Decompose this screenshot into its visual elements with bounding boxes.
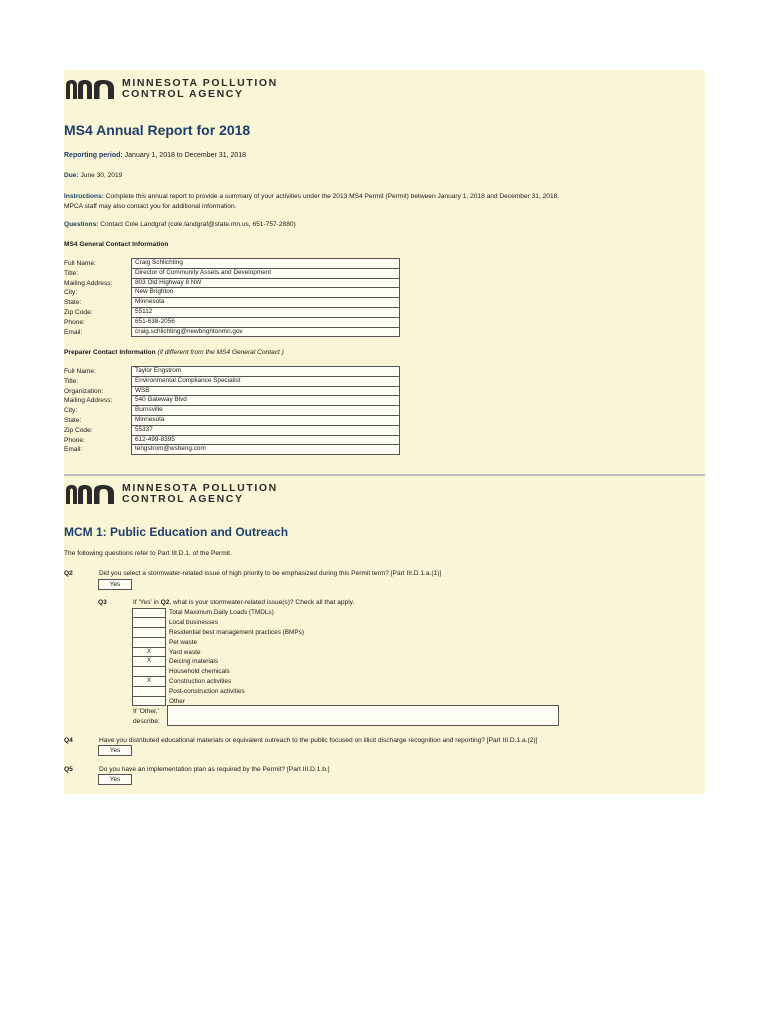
q3-text-pre: If 'Yes' in	[133, 599, 161, 606]
q4-text: Have you distributed educational materials or equivalent outreach to the public focused on illicit discharge recognition and reporting? [Part III.D.1.a.(2)]	[99, 737, 538, 744]
q3-text-post: , what is your stormwater-related issue(s)? Check all that apply.	[169, 599, 355, 606]
due-label: Due:	[64, 172, 79, 179]
city-field[interactable]: New Brighton	[132, 288, 400, 298]
agency-logo-2	[64, 483, 278, 505]
report-page	[64, 70, 705, 794]
due-date	[64, 172, 122, 180]
preparer-title-field[interactable]: Environmental Compliance Specialist	[132, 376, 400, 386]
q3-option-label: Total Maximum Daily Loads (TMDLs)	[169, 609, 274, 617]
q3-checkbox-list	[132, 608, 304, 706]
field-label: Zip Code:	[64, 426, 93, 434]
q5-text: Do you have an implementation plan as required by the Permit? [Part III.D.1.b.]	[99, 766, 330, 773]
q3-checkbox[interactable]	[132, 696, 166, 707]
q2-text: Did you select a stormwater-related issue of high priority to be emphasized during this Permit term? [Part III.D.1.a.(1)]	[99, 570, 442, 577]
field-label: Mailing Address:	[64, 397, 113, 405]
due-value: June 30, 2019	[78, 172, 123, 179]
preparer-state-field[interactable]: Minnesota	[132, 415, 400, 425]
q3-other-label-line2: describe:	[133, 717, 160, 725]
field-label: Mailing Address:	[64, 279, 113, 287]
field-label: City:	[64, 407, 78, 415]
general-contact-table	[131, 258, 400, 337]
q5-answer-field[interactable]: Yes	[98, 774, 132, 785]
agency-name-line2: CONTROL AGENCY	[122, 88, 244, 100]
zip-code-field[interactable]: 55112	[132, 307, 400, 317]
field-label: City:	[64, 289, 78, 297]
section-divider	[64, 474, 705, 476]
field-label: Organization:	[64, 387, 104, 395]
state-field[interactable]: Minnesota	[132, 298, 400, 308]
preparer-email-field[interactable]: tengstrom@wsbeng.com	[132, 445, 400, 455]
q3-option-label: Household chemicals	[169, 668, 230, 676]
mpca-logo-icon	[64, 78, 116, 100]
full-name-field[interactable]: Craig Schlichting	[132, 259, 400, 269]
q3-checkbox[interactable]: X	[132, 676, 166, 687]
q3-option-label: Residential best management practices (BMPs)	[169, 628, 304, 636]
field-label: Phone:	[64, 436, 85, 444]
preparer-full-name-field[interactable]: Taylor Engstrom	[132, 367, 400, 377]
field-label: Title:	[64, 377, 79, 385]
q3-option-label: Deicing materials	[169, 658, 219, 666]
preparer-organization-field[interactable]: WSB	[132, 386, 400, 396]
preparer-city-field[interactable]: Burnsville	[132, 406, 400, 416]
agency-name-line2: CONTROL AGENCY	[122, 493, 244, 505]
field-label: Title:	[64, 269, 79, 277]
instructions-line1: Complete this annual report to provide a summary of your activities under the 2013 MS4 Permit (Permit) between January 1, 2018 and December 31, 2018.	[103, 193, 560, 200]
preparer-contact-labels	[64, 367, 130, 455]
q2-answer-field[interactable]: Yes	[98, 579, 132, 590]
field-label: Zip Code:	[64, 308, 93, 316]
q3-other-describe-field[interactable]	[167, 705, 559, 726]
preparer-contact-table	[131, 366, 400, 455]
field-label: State:	[64, 416, 82, 424]
q3-checkbox[interactable]: X	[132, 656, 166, 667]
instructions	[64, 193, 559, 211]
q3-number: Q3	[98, 599, 107, 606]
agency-name-line1: MINNESOTA POLLUTION	[122, 77, 278, 89]
questions-label: Questions:	[64, 221, 99, 228]
q3-text	[133, 599, 354, 607]
reporting-period-value: January 1, 2018 to December 31, 2018	[122, 152, 247, 159]
preparer-phone-field[interactable]: 612-499-8395	[132, 435, 400, 445]
field-label: Email:	[64, 446, 83, 454]
q3-option-label: Construction activities	[169, 677, 232, 685]
q3-other-label	[133, 707, 160, 726]
preparer-heading-note: (if different from the MS4 General Contact )	[155, 349, 284, 356]
reporting-period-label: Reporting period:	[64, 152, 123, 159]
q3-option-label: Yard waste	[169, 648, 201, 656]
agency-name	[122, 78, 278, 100]
q3-checkbox[interactable]: X	[132, 647, 166, 658]
q3-other-label-line1: If 'Other,'	[133, 708, 159, 715]
q4-number: Q4	[64, 737, 73, 744]
field-label: Phone:	[64, 318, 85, 326]
agency-logo	[64, 78, 278, 100]
instructions-line2: MPCA staff may also contact you for additional information.	[64, 203, 237, 210]
instructions-label: Instructions:	[64, 193, 104, 200]
preparer-contact-heading	[64, 349, 284, 357]
q5-number: Q5	[64, 766, 73, 773]
questions-value: Contact Cole Landgraf (cole.landgraf@state.mn.us, 651-757-2880)	[98, 221, 296, 228]
preparer-heading-text: Preparer Contact Information	[64, 349, 156, 356]
email-field[interactable]: craig.schlichting@newbrightonmn.gov	[132, 327, 400, 337]
questions-contact	[64, 221, 296, 229]
q3-option-label: Post-construction activities	[169, 687, 245, 695]
q3-text-ref: Q2	[160, 599, 170, 606]
phone-field[interactable]: 651-638-2056	[132, 317, 400, 327]
field-label: Email:	[64, 328, 83, 336]
q2-number: Q2	[64, 570, 73, 577]
page-title: MS4 Annual Report for 2018	[64, 122, 251, 138]
mcm1-intro: The following questions refer to Part III.D.1. of the Permit.	[64, 550, 232, 557]
agency-name-line1: MINNESOTA POLLUTION	[122, 482, 278, 494]
mpca-logo-icon	[64, 483, 116, 505]
field-label: Full Name:	[64, 260, 96, 267]
title-field[interactable]: Director of Community Assets and Development	[132, 268, 400, 278]
preparer-zip-code-field[interactable]: 55337	[132, 425, 400, 435]
reporting-period	[64, 152, 246, 160]
mailing-address-field[interactable]: 803 Old Highway 8 NW	[132, 278, 400, 288]
preparer-mailing-address-field[interactable]: 540 Gateway Blvd	[132, 396, 400, 406]
general-contact-labels	[64, 259, 130, 337]
agency-name-2	[122, 483, 278, 505]
q3-option-label: Other	[169, 697, 185, 705]
field-label: State:	[64, 299, 82, 307]
q4-answer-field[interactable]: Yes	[98, 745, 132, 756]
q3-option-label: Pet waste	[169, 638, 198, 646]
q3-option-label: Local businesses	[169, 619, 219, 627]
mcm1-title: MCM 1: Public Education and Outreach	[64, 525, 289, 539]
field-label: Full Name:	[64, 368, 96, 375]
general-contact-heading: MS4 General Contact Information	[64, 241, 169, 248]
